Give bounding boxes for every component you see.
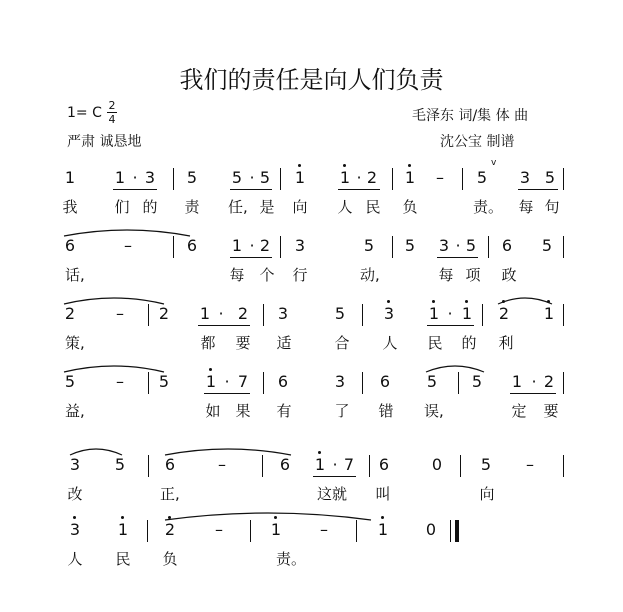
note: 1 <box>511 372 523 391</box>
lyric: 益, <box>65 402 85 420</box>
note: 2 <box>158 304 170 323</box>
lyric: 的 <box>461 334 477 352</box>
note: 2 <box>543 372 555 391</box>
lyric: 民 <box>365 198 381 216</box>
barline <box>148 455 149 477</box>
final-barline-thin <box>450 520 451 542</box>
dot-duration: · <box>224 372 230 391</box>
barline <box>392 236 393 258</box>
lyric: 改 <box>67 485 83 503</box>
lyric: 句 <box>544 198 560 216</box>
lyric: 人 <box>382 334 398 352</box>
note: 6 <box>379 372 391 391</box>
tie-slur <box>62 362 166 374</box>
lyric: 政 <box>501 266 517 284</box>
note: 1 <box>404 168 416 187</box>
note: 5 <box>158 372 170 391</box>
high-octave-dot <box>343 164 346 167</box>
dash-sustain: – <box>116 372 124 391</box>
lyric: 每 <box>438 266 454 284</box>
barline <box>262 455 263 477</box>
note: 5 <box>334 304 346 323</box>
lyric: 有 <box>276 402 292 420</box>
note: 3 <box>519 168 531 187</box>
lyric: 这就 <box>316 485 347 503</box>
barline <box>148 304 149 326</box>
note: 3 <box>277 304 289 323</box>
note: 3 <box>69 520 81 539</box>
dot-duration: · <box>356 168 362 187</box>
dash-sustain: – <box>218 455 226 474</box>
barline <box>563 168 564 190</box>
note: 1 <box>294 168 306 187</box>
time-signature-bottom: 4 <box>108 113 116 126</box>
lyric: 都 <box>200 334 216 352</box>
note: 2 <box>64 304 76 323</box>
barline <box>173 168 174 190</box>
barline <box>280 168 281 190</box>
dot-duration: · <box>218 304 224 323</box>
barline <box>263 304 264 326</box>
lyric: 了 <box>334 402 350 420</box>
note: 5 <box>186 168 198 187</box>
note: 5 <box>544 168 556 187</box>
note: 1 <box>114 168 126 187</box>
high-octave-dot <box>408 164 411 167</box>
lyric: 项 <box>465 266 481 284</box>
barline <box>462 168 463 190</box>
dash-sustain: – <box>116 304 124 323</box>
note: 5 <box>231 168 243 187</box>
lyric: 向 <box>292 198 308 216</box>
dot-duration: · <box>531 372 537 391</box>
dot-duration: · <box>132 168 138 187</box>
barline <box>147 520 148 542</box>
dash-sustain: – <box>526 455 534 474</box>
lyric: 个 <box>259 266 275 284</box>
note: 3 <box>438 236 450 255</box>
lyric: 民 <box>427 334 443 352</box>
dash-sustain: – <box>124 236 132 255</box>
note: 5 <box>363 236 375 255</box>
lyric: 责。 <box>276 550 307 568</box>
breath-mark: v <box>491 158 497 168</box>
rest: 0 <box>425 520 437 539</box>
note: 5 <box>476 168 488 187</box>
lyric: 利 <box>498 334 514 352</box>
underline <box>518 189 558 190</box>
lyric: 民 <box>115 550 131 568</box>
note: 1 <box>543 304 555 323</box>
lyric: 我 <box>62 198 78 216</box>
lyric: 适 <box>276 334 292 352</box>
barline <box>563 304 564 326</box>
underline <box>230 257 272 258</box>
high-octave-dot <box>298 164 301 167</box>
lyric: 每 <box>518 198 534 216</box>
dot-duration: · <box>447 304 453 323</box>
note: 5 <box>404 236 416 255</box>
underline <box>338 189 380 190</box>
lyric: 负 <box>402 198 418 216</box>
high-octave-dot <box>73 516 76 519</box>
lyric: 如 <box>205 402 221 420</box>
note: 5 <box>541 236 553 255</box>
lyric: 果 <box>235 402 251 420</box>
note: 1 <box>428 304 440 323</box>
lyric: 合 <box>334 334 350 352</box>
note: 5 <box>426 372 438 391</box>
barline <box>250 520 251 542</box>
underline <box>510 393 556 394</box>
note: 1 <box>117 520 129 539</box>
note: 1 <box>377 520 389 539</box>
lyric: 人 <box>67 550 83 568</box>
note: 3 <box>294 236 306 255</box>
barline <box>458 372 459 394</box>
note: 3 <box>383 304 395 323</box>
high-octave-dot <box>121 516 124 519</box>
high-octave-dot <box>502 300 505 303</box>
note: 1 <box>270 520 282 539</box>
high-octave-dot <box>318 451 321 454</box>
rest: 0 <box>431 455 443 474</box>
barline <box>362 372 363 394</box>
lyric: 定 <box>511 402 527 420</box>
note: 5 <box>114 455 126 474</box>
tempo-marking: 严肃 诚恳地 <box>67 134 142 150</box>
high-octave-dot <box>432 300 435 303</box>
note: 6 <box>186 236 198 255</box>
high-octave-dot <box>274 516 277 519</box>
lyric: 们 <box>114 198 130 216</box>
barline <box>563 236 564 258</box>
underline <box>437 257 478 258</box>
note: 2 <box>164 520 176 539</box>
lyric: 的 <box>142 198 158 216</box>
barline <box>173 236 174 258</box>
note: 7 <box>343 455 355 474</box>
underline <box>313 476 356 477</box>
lyric: 负 <box>162 550 178 568</box>
lyric: 任, <box>228 198 248 216</box>
lyric: 误, <box>424 402 444 420</box>
final-barline-thick <box>455 520 459 542</box>
high-octave-dot <box>387 300 390 303</box>
note: 2 <box>498 304 510 323</box>
barline <box>148 372 149 394</box>
dot-duration: · <box>455 236 461 255</box>
barline <box>460 455 461 477</box>
high-octave-dot <box>168 516 171 519</box>
barline <box>563 455 564 477</box>
barline <box>356 520 357 542</box>
note: 6 <box>501 236 513 255</box>
tie-slur <box>163 510 373 522</box>
high-octave-dot <box>381 516 384 519</box>
note: 1 <box>314 455 326 474</box>
dash-sustain: – <box>320 520 328 539</box>
note: 3 <box>334 372 346 391</box>
note: 1 <box>64 168 76 187</box>
barline <box>362 304 363 326</box>
dot-duration: · <box>332 455 338 474</box>
note: 6 <box>64 236 76 255</box>
score-line-6 <box>0 522 623 612</box>
lyric: 动, <box>360 266 380 284</box>
barline <box>488 236 489 258</box>
note: 1 <box>231 236 243 255</box>
note: 5 <box>471 372 483 391</box>
note: 2 <box>366 168 378 187</box>
lyric: 是 <box>259 198 275 216</box>
note: 2 <box>259 236 271 255</box>
note: 1 <box>461 304 473 323</box>
barline <box>482 304 483 326</box>
lyric: 策, <box>65 334 85 352</box>
note: 5 <box>465 236 477 255</box>
credits-lyrics-composer: 毛泽东 词/集 体 曲 <box>412 108 529 124</box>
lyric: 行 <box>292 266 308 284</box>
lyric: 每 <box>229 266 245 284</box>
note: 7 <box>237 372 249 391</box>
credits-score: 沈公宝 制谱 <box>440 134 515 150</box>
lyric: 人 <box>337 198 353 216</box>
note: 3 <box>69 455 81 474</box>
note: 6 <box>164 455 176 474</box>
note: 3 <box>144 168 156 187</box>
lyric: 叫 <box>375 485 391 503</box>
underline <box>113 189 157 190</box>
dash-sustain: – <box>215 520 223 539</box>
note: 1 <box>339 168 351 187</box>
barline <box>280 236 281 258</box>
underline <box>427 325 474 326</box>
note: 5 <box>480 455 492 474</box>
note: 5 <box>259 168 271 187</box>
barline <box>369 455 370 477</box>
lyric: 责 <box>184 198 200 216</box>
underline <box>230 189 272 190</box>
high-octave-dot <box>209 368 212 371</box>
song-title: 我们的责任是向人们负责 <box>179 66 444 94</box>
key-signature: 1= C <box>67 105 102 121</box>
lyric: 责。 <box>473 198 504 216</box>
lyric: 错 <box>378 402 394 420</box>
dot-duration: · <box>249 168 255 187</box>
note: 1 <box>205 372 217 391</box>
barline <box>263 372 264 394</box>
tie-slur <box>163 445 293 457</box>
barline <box>392 168 393 190</box>
note: 1 <box>199 304 211 323</box>
dot-duration: · <box>249 236 255 255</box>
note: 6 <box>277 372 289 391</box>
high-octave-dot <box>465 300 468 303</box>
underline <box>204 393 250 394</box>
lyric: 要 <box>543 402 559 420</box>
lyric: 话, <box>65 266 85 284</box>
underline <box>198 325 250 326</box>
note: 2 <box>237 304 249 323</box>
lyric: 正, <box>160 485 180 503</box>
note: 5 <box>64 372 76 391</box>
barline <box>563 372 564 394</box>
time-signature-top: 2 <box>108 99 116 112</box>
dash-sustain: – <box>436 168 444 187</box>
high-octave-dot <box>547 300 550 303</box>
lyric: 向 <box>479 485 495 503</box>
tie-slur <box>62 294 166 306</box>
note: 6 <box>378 455 390 474</box>
note: 6 <box>279 455 291 474</box>
lyric: 要 <box>235 334 251 352</box>
